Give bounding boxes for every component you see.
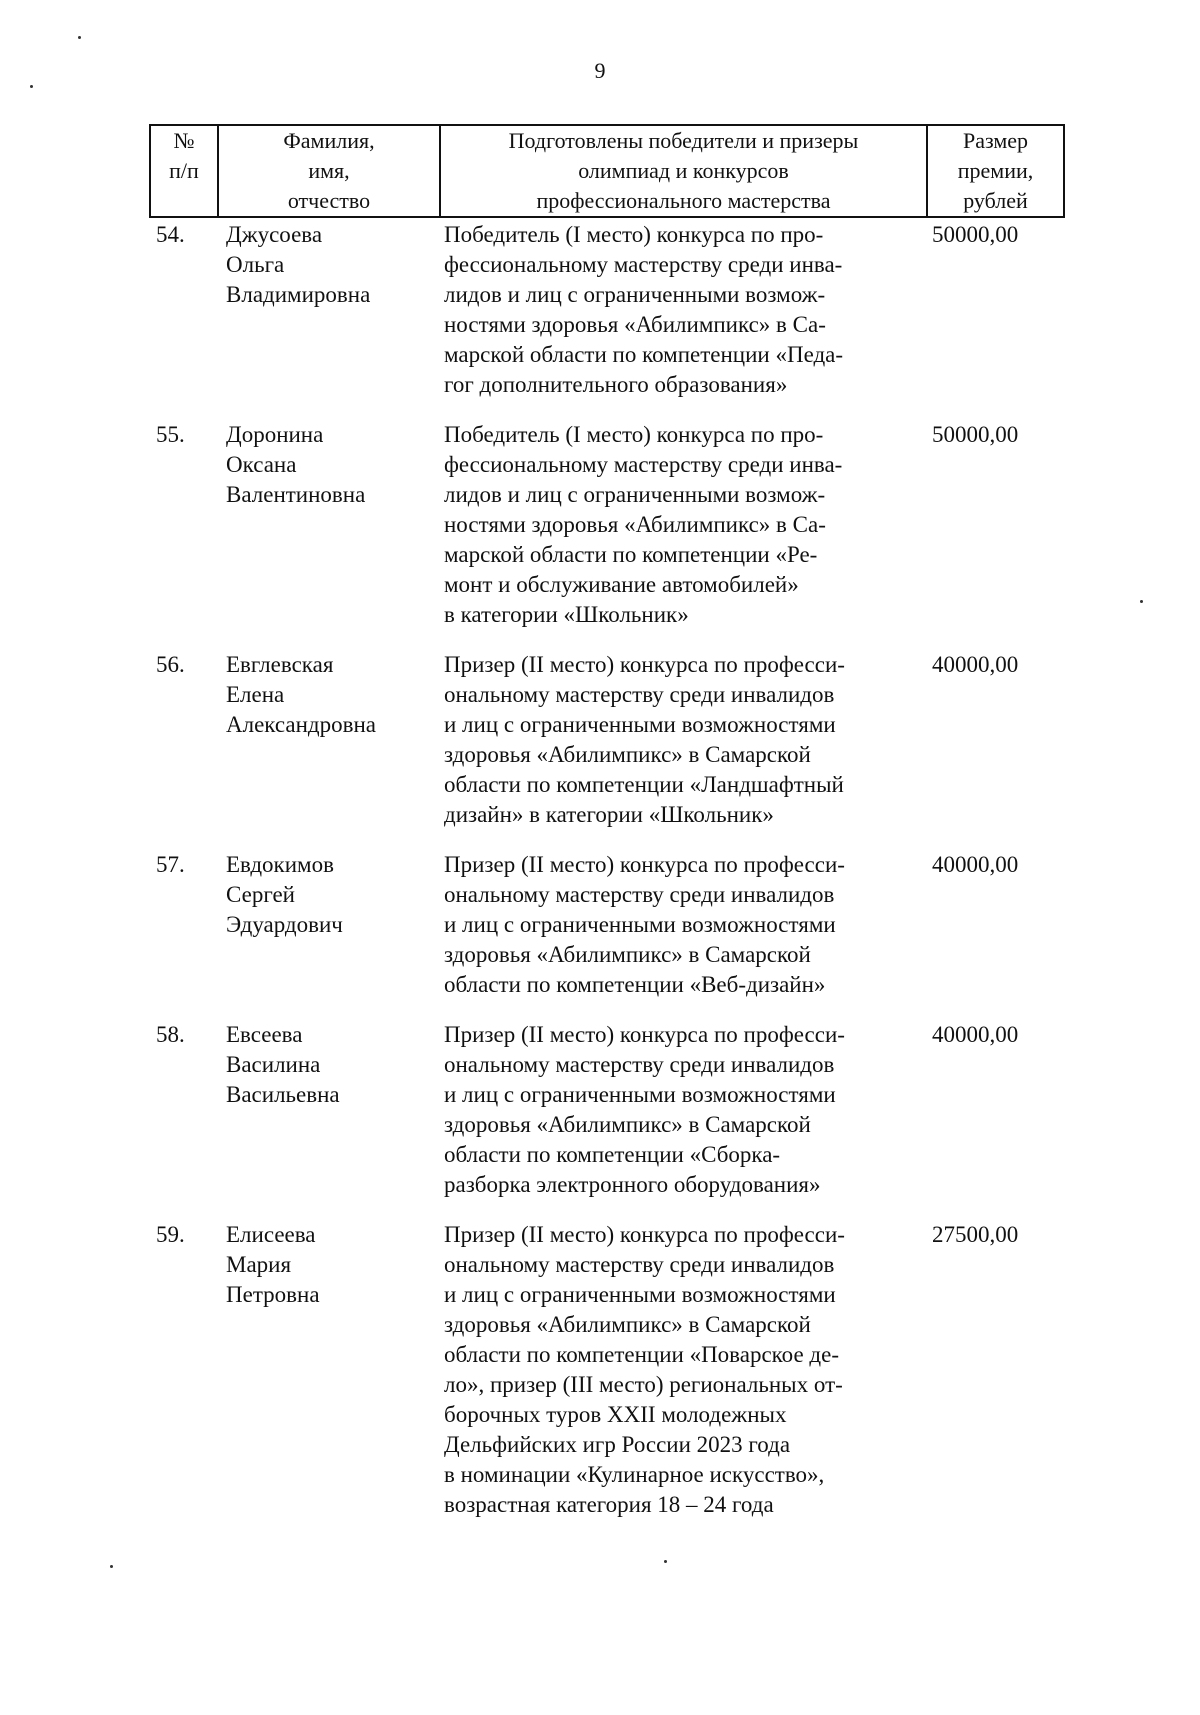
row-description: Призер (II место) конкурса по професси- ональному мастерству среди инвалидов и лиц с ограниченными возможностями здоровья «Абилимпикс» в Самарской области по компетенции «Сборка- разборка электронного оборудования»: [444, 1022, 845, 1197]
row-full-name: Елисеева Мария Петровна: [226, 1222, 320, 1307]
header-prize-col: Размер премии, рублей: [927, 125, 1064, 217]
row-number: 59.: [156, 1222, 185, 1247]
table-header: [149, 124, 1065, 218]
row-full-name: Евсеева Василина Васильевна: [226, 1022, 340, 1107]
row-number: 56.: [156, 652, 185, 677]
row-prize: 27500,00: [932, 1222, 1019, 1247]
scan-speck: [30, 85, 33, 88]
row-full-name: Евглевская Елена Александровна: [226, 652, 376, 737]
row-prize: 40000,00: [932, 852, 1019, 877]
table-row: [149, 420, 1063, 650]
row-description: Призер (II место) конкурса по професси- ональному мастерству среди инвалидов и лиц с ограниченными возможностями здоровья «Абилимпикс» в Самарской области по компетенции «Поварское де- ло», призер (III место) региональных от- борочных туров XXII молодежных Дельфийских игр России 2023 года в номинации «Кулинарное искусство», возрастная категория 18 – 24 года: [444, 1222, 845, 1517]
row-full-name: Евдокимов Сергей Эдуардович: [226, 852, 343, 937]
row-description: Победитель (I место) конкурса по про- фессиональному мастерству среди инва- лидов и лиц с ограниченными возмож- ностями здоровья «Абилимпикс» в Са- марской области по компетенции «Педа- гог дополнительного образования»: [444, 222, 844, 397]
row-prize: 50000,00: [932, 422, 1019, 447]
scan-speck: [110, 1565, 113, 1568]
row-description: Призер (II место) конкурса по професси- ональному мастерству среди инвалидов и лиц с ограниченными возможностями здоровья «Абилимпикс» в Самарской области по компетенции «Веб-дизайн»: [444, 852, 845, 997]
row-number: 55.: [156, 422, 185, 447]
table-row: [149, 850, 1063, 1020]
row-description: Победитель (I место) конкурса по про- фессиональному мастерству среди инва- лидов и лиц с ограниченными возмож- ностями здоровья «Абилимпикс» в Са- марской области по компетенции «Ре- монт и обслуживание автомобилей» в категории «Школьник»: [444, 422, 843, 627]
scan-speck: [664, 1560, 667, 1563]
row-prize: 40000,00: [932, 1022, 1019, 1047]
row-full-name: Доронина Оксана Валентиновна: [226, 422, 366, 507]
row-prize: 40000,00: [932, 652, 1019, 677]
header-description-col: Подготовлены победители и призеры олимпиад и конкурсов профессионального мастерства: [440, 125, 927, 217]
row-full-name: Джусоева Ольга Владимировна: [226, 222, 371, 307]
table-row: [149, 1020, 1063, 1220]
row-number: 58.: [156, 1022, 185, 1047]
row-number: 54.: [156, 222, 185, 247]
table-row: [149, 1220, 1063, 1530]
table-row: [149, 650, 1063, 850]
row-prize: 50000,00: [932, 222, 1019, 247]
page-number: 9: [594, 58, 606, 83]
header-name-col: Фамилия, имя, отчество: [218, 125, 440, 217]
header-number-col: № п/п: [150, 125, 218, 217]
table-body: [149, 220, 1063, 1530]
table-row: [149, 220, 1063, 420]
scan-speck: [1140, 600, 1143, 603]
row-description: Призер (II место) конкурса по професси- ональному мастерству среди инвалидов и лиц с ограниченными возможностями здоровья «Абилимпикс» в Самарской области по компетенции «Ландшафтный дизайн» в категории «Школьник»: [444, 652, 845, 827]
row-number: 57.: [156, 852, 185, 877]
scan-speck: [78, 36, 81, 39]
